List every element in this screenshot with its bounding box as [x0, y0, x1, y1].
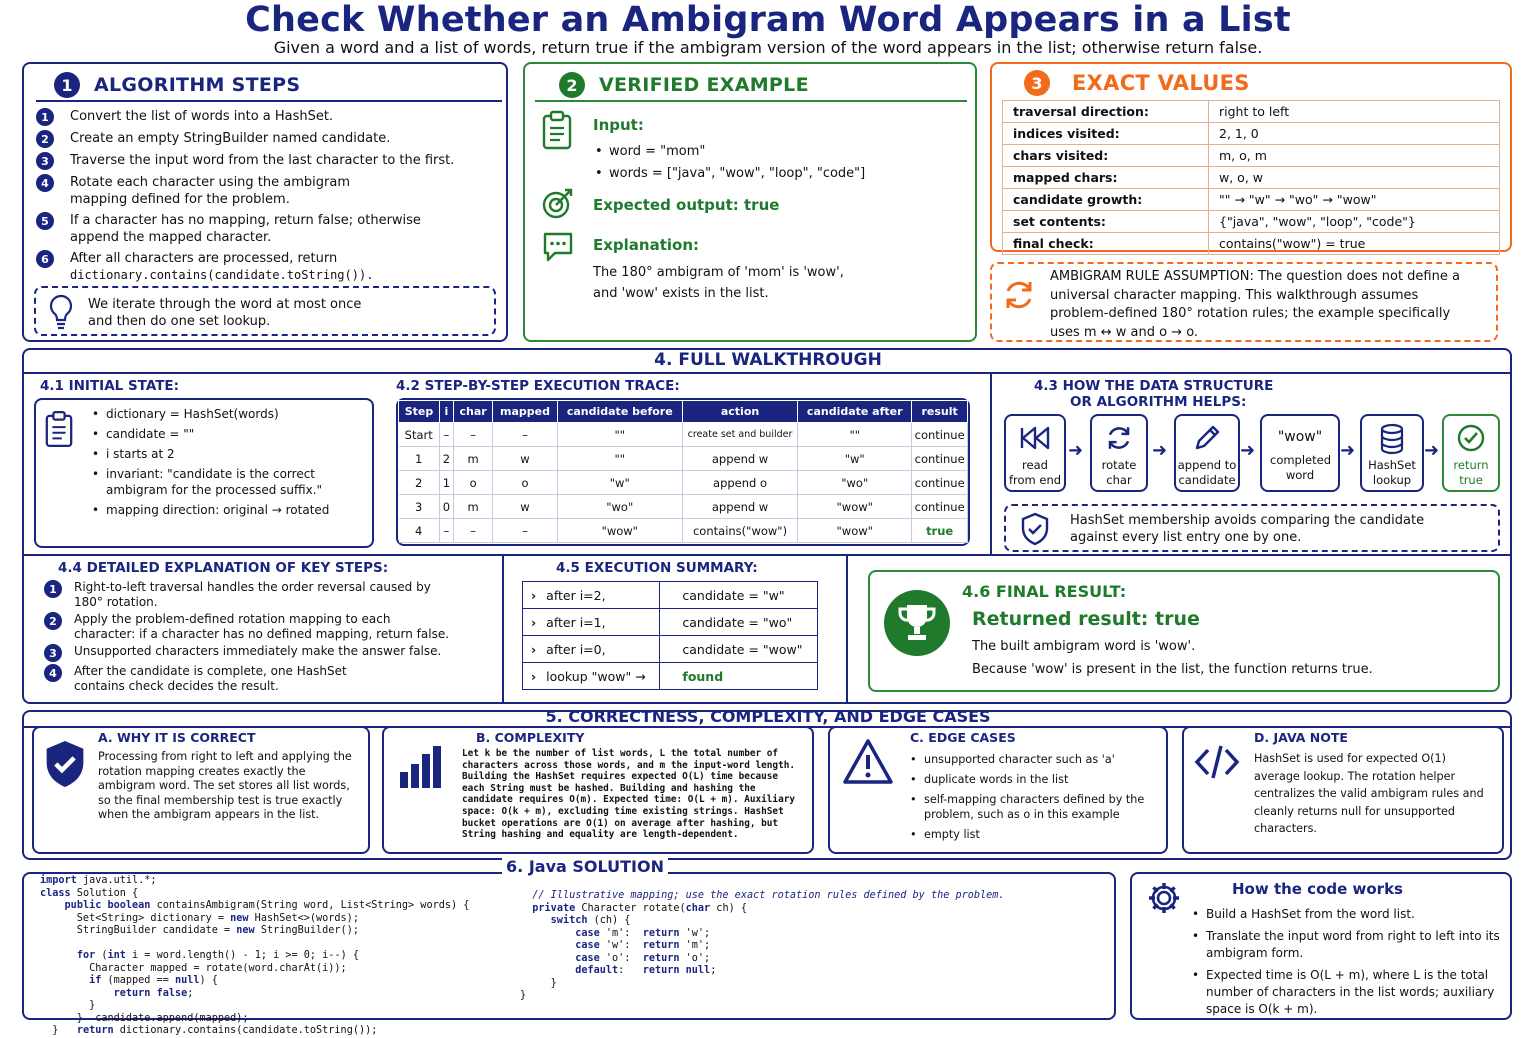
trace-cell: –: [453, 423, 492, 447]
summary-step: › lookup "wow" →: [523, 663, 660, 690]
verified-example-panel: [523, 62, 977, 342]
trace-cell: true: [912, 519, 968, 543]
tip-box: [34, 286, 496, 336]
input-word: • word = "mom": [593, 141, 865, 163]
exact-values-panel: [990, 62, 1512, 252]
trophy-icon: [884, 590, 950, 656]
flow-step-return: return true: [1442, 414, 1500, 492]
trace-table-box: [396, 398, 970, 546]
card-text: Processing from right to left and applying the rotation mapping creates exactly the ambigram word. The set stores all list words, so the final membership test is true exactly when the ambigram appears in the list.: [98, 750, 352, 821]
trace-cell: –: [493, 519, 557, 543]
returned-result: Returned result: true: [972, 608, 1200, 630]
detail-title: 4.4 DETAILED EXPLANATION OF KEY STEPS:: [58, 560, 389, 576]
trace-cell: "wow": [798, 495, 912, 519]
shield-check-icon: [42, 738, 88, 790]
trace-cell: "wo": [798, 471, 912, 495]
gear-icon: [1146, 880, 1182, 916]
final-result-title: 4.6 FINAL RESULT:: [962, 582, 1127, 601]
hashset-note: HashSet membership avoids comparing the candidate against every list entry one by one.: [1070, 513, 1425, 545]
trace-cell: –: [493, 423, 557, 447]
page-title: Check Whether an Ambigram Word Appears in a List: [245, 0, 1291, 40]
hashset-note-box: [1004, 504, 1500, 552]
trace-cell: "": [557, 423, 682, 447]
step-list: [36, 108, 496, 284]
tip-text: We iterate through the word at most once and then do one set lookup.: [88, 297, 362, 329]
summary-row: [523, 582, 818, 609]
bar-chart-icon: [396, 742, 446, 792]
clipboard-icon: [44, 410, 74, 448]
flow-step-completed: "wow" completed word: [1260, 414, 1340, 492]
shield-check-icon: [1020, 512, 1050, 546]
value-key: final check:: [1003, 233, 1209, 255]
trace-cell: create set and builder: [682, 423, 797, 447]
flow-arrow: ➜: [1240, 440, 1256, 461]
trace-header: result: [912, 401, 968, 423]
trace-header: Step: [399, 401, 440, 423]
value-key: candidate growth:: [1003, 189, 1209, 211]
warning-icon: [842, 738, 894, 786]
input-words: • words = ["java", "wow", "loop", "code"]: [593, 163, 865, 185]
exact-values-table: [1002, 100, 1500, 255]
trace-cell: o: [493, 471, 557, 495]
how-code-works-list: • Build a HashSet from the word list. • Translate the input word from right to left into its ambigram form. • Expected time is O(L + m), where L is the total number of characters in the list words; auxiliary space is O(k + m).: [1190, 906, 1500, 1018]
trace-cell: append w: [682, 447, 797, 471]
trace-cell: contains("wow"): [682, 519, 797, 543]
summary-step: › after i=0,: [523, 636, 660, 663]
trace-cell: append w: [682, 495, 797, 519]
exact-values-row: [1003, 145, 1500, 167]
value-val: w, o, w: [1209, 167, 1500, 189]
trace-cell: append o: [682, 471, 797, 495]
value-val: right to left: [1209, 101, 1500, 123]
chat-bubble-icon: [541, 230, 575, 264]
value-key: indices visited:: [1003, 123, 1209, 145]
ambigram-rule-box: [990, 262, 1498, 342]
initial-state-list: • dictionary = HashSet(words) • candidate = "" • i starts at 2 • invariant: "candidate is the correct ambigram for the processed suffix." • mapping direction: original → rotated: [90, 406, 360, 518]
edge-cases-card: [828, 726, 1168, 854]
complexity-card: [382, 726, 814, 854]
trace-cell: –: [439, 519, 453, 543]
trace-cell: "wow": [798, 519, 912, 543]
value-key: chars visited:: [1003, 145, 1209, 167]
flow-arrow: ➜: [1340, 440, 1356, 461]
exact-values-row: [1003, 233, 1500, 255]
final-line-1: The built ambigram word is 'wow'.: [972, 639, 1196, 654]
initial-state-title: 4.1 INITIAL STATE:: [40, 378, 180, 394]
summary-step: › after i=1,: [523, 609, 660, 636]
rule-text: AMBIGRAM RULE ASSUMPTION: The question does not define a universal character mapping. This walkthrough assumes problem-defined 180° rotation rules; the example specifically uses m ↔ w and o → o.: [1050, 269, 1460, 340]
explanation-text: The 180° ambigram of 'mom' is 'wow', and 'wow' exists in the list.: [593, 265, 844, 301]
exact-values-row: [1003, 211, 1500, 233]
java-code-main: import java.util.*; class Solution { public boolean containsAmbigram(String word, List<String> words) { Set<String> dictionary = new HashSet<>(words); StringBuilder candidate = new StringBuilder(); for (int i = word.length() - 1; i >= 0; i--) { Character mapped = rotate(word.charAt(i)); if (mapped == null) { return false; } } candidate.append(mapped); } return dictionary.contains(candidate.toString());: [40, 875, 470, 1036]
summary-value: candidate = "wow": [660, 636, 818, 663]
trace-cell: "w": [557, 471, 682, 495]
rotate-icon: [1105, 424, 1133, 452]
trace-cell: w: [493, 447, 557, 471]
card-title: A. WHY IT IS CORRECT: [98, 730, 256, 745]
flow-step-read: read from end: [1004, 414, 1066, 492]
exact-values-row: [1003, 123, 1500, 145]
card-text: HashSet is used for expected O(1) average lookup. The rotation helper centralizes the valid ambigram rules and cleanly returns null for unsupported characters.: [1254, 752, 1484, 835]
lightbulb-icon: [48, 294, 74, 330]
trace-cell: continue: [912, 471, 968, 495]
initial-state-box: [34, 398, 374, 548]
step-item: 5 If a character has no mapping, return false; otherwise append the mapped character.: [36, 212, 496, 246]
flow-arrow: ➜: [1152, 440, 1168, 461]
why-correct-card: [32, 726, 370, 854]
trace-cell: continue: [912, 423, 968, 447]
flow-arrow: ➜: [1068, 440, 1084, 461]
detail-list: 1 Right-to-left traversal handles the order reversal caused by 180° rotation. 2 Apply the problem-defined rotation mapping to each character: if a character has no defined mapping, return false. 3 Unsupported characters immediately make the answer false. 4 After the candidate is complete, one HashSet contains check decides the result.: [44, 580, 494, 694]
trace-cell: m: [453, 447, 492, 471]
edge-case-list: • unsupported character such as 'a' • duplicate words in the list • self-mapping characters defined by the problem, such as o in this example • empty list: [908, 752, 1158, 842]
how-code-works-title: How the code works: [1232, 880, 1403, 898]
section-title: 4. FULL WALKTHROUGH: [654, 350, 882, 370]
trace-cell: "w": [798, 447, 912, 471]
step-item: 4 Rotate each character using the ambigram mapping defined for the problem.: [36, 174, 496, 208]
trace-cell: "wow": [557, 519, 682, 543]
trace-cell: 4: [399, 519, 440, 543]
trace-header: i: [439, 401, 453, 423]
algorithm-steps-panel: [22, 62, 508, 342]
flow-step-append: append to candidate: [1174, 414, 1240, 492]
summary-step: › after i=2,: [523, 582, 660, 609]
card-title: D. JAVA NOTE: [1254, 730, 1348, 745]
flow-arrow: ➜: [1424, 440, 1440, 461]
section-title: EXACT VALUES: [1072, 71, 1250, 95]
summary-row: [523, 663, 818, 690]
trace-cell: "": [798, 423, 912, 447]
input-label: Input:: [593, 116, 644, 134]
summary-value: candidate = "wo": [660, 609, 818, 636]
section-title: VERIFIED EXAMPLE: [599, 74, 809, 96]
trace-header: candidate before: [557, 401, 682, 423]
target-icon: [541, 186, 575, 220]
trace-cell: continue: [912, 495, 968, 519]
value-val: 2, 1, 0: [1209, 123, 1500, 145]
trace-header: char: [453, 401, 492, 423]
trace-cell: –: [439, 423, 453, 447]
flow-step-lookup: HashSet lookup: [1360, 414, 1424, 492]
table-row: [399, 471, 968, 495]
pencil-icon: [1193, 424, 1221, 452]
trace-cell: "": [557, 447, 682, 471]
page-subtitle: Given a word and a list of words, return true if the ambigram version of the word appears in the list; otherwise return false.: [273, 38, 1263, 57]
final-line-2: Because 'wow' is present in the list, the function returns true.: [972, 662, 1373, 677]
check-circle-icon: [1457, 424, 1485, 452]
summary-value: candidate = "w": [660, 582, 818, 609]
step-item: 6 After all characters are processed, return dictionary.contains(candidate.toString()).: [36, 250, 496, 284]
summary-row: [523, 609, 818, 636]
execution-summary-table: [522, 581, 818, 690]
trace-header: candidate after: [798, 401, 912, 423]
rewind-icon: [1020, 424, 1050, 452]
trace-header: mapped: [493, 401, 557, 423]
how-code-works-box: [1130, 872, 1512, 1020]
exact-values-row: [1003, 101, 1500, 123]
summary-row: [523, 636, 818, 663]
card-text: Let k be the number of list words, L the total number of characters across those words, and m the input-word length. Building the HashSet requires expected O(L) time because each String must be hashed. Building and hashing the candidate requires O(m). Expected time: O(L + m). Auxiliary space: O(k + m), excluding time existing strings. HashSet bucket operations are O(1) on average after hashing, but String hashing and equality are length-dependent.: [462, 748, 796, 841]
step-item: 3 Traverse the input word from the last character to the first.: [36, 152, 496, 170]
trace-cell: continue: [912, 447, 968, 471]
trace-cell: 1: [439, 471, 453, 495]
flow-step-rotate: rotate char: [1090, 414, 1148, 492]
execution-trace-table: [398, 400, 968, 543]
code-icon: [1194, 742, 1240, 782]
trace-cell: 1: [399, 447, 440, 471]
clipboard-icon: [541, 110, 573, 150]
expected-output: Expected output: true: [593, 196, 780, 214]
section-number-1: 1: [54, 72, 80, 98]
database-icon: [1379, 424, 1405, 454]
trace-cell: 2: [399, 471, 440, 495]
exact-values-row: [1003, 189, 1500, 211]
value-val: contains("wow") = true: [1209, 233, 1500, 255]
step-item: 2 Create an empty StringBuilder named candidate.: [36, 130, 496, 148]
value-key: traversal direction:: [1003, 101, 1209, 123]
value-key: mapped chars:: [1003, 167, 1209, 189]
value-val: m, o, m: [1209, 145, 1500, 167]
trace-cell: –: [453, 519, 492, 543]
trace-header: action: [682, 401, 797, 423]
step-item: 1 Convert the list of words into a HashSet.: [36, 108, 496, 126]
summary-title: 4.5 EXECUTION SUMMARY:: [556, 560, 758, 576]
table-row: [399, 519, 968, 543]
value-key: set contents:: [1003, 211, 1209, 233]
section-title: ALGORITHM STEPS: [94, 74, 301, 96]
table-row: [399, 447, 968, 471]
value-val: {"java", "wow", "loop", "code"}: [1209, 211, 1500, 233]
java-note-card: [1182, 726, 1504, 854]
trace-cell: 0: [439, 495, 453, 519]
section-title: 5. CORRECTNESS, COMPLEXITY, AND EDGE CASES: [545, 707, 991, 726]
trace-cell: Start: [399, 423, 440, 447]
summary-value: found: [660, 663, 818, 690]
trace-cell: w: [493, 495, 557, 519]
section-number-2: 2: [559, 72, 585, 98]
refresh-icon: [1002, 278, 1036, 312]
java-code-rotate: // Illustrative mapping; use the exact rotation rules defined by the problem. private Character rotate(char ch) { switch (ch) { case 'm': return 'w'; case 'w': return 'm'; case 'o': return 'o'; default: return null; } }: [520, 890, 1005, 1001]
trace-cell: 3: [399, 495, 440, 519]
input-list: [593, 141, 865, 185]
table-row: [399, 495, 968, 519]
trace-cell: o: [453, 471, 492, 495]
trace-title: 4.2 STEP-BY-STEP EXECUTION TRACE:: [396, 378, 680, 394]
card-title: C. EDGE CASES: [910, 730, 1016, 745]
exact-values-row: [1003, 167, 1500, 189]
section-title: 6. Java SOLUTION: [0, 857, 1170, 876]
trace-cell: m: [453, 495, 492, 519]
value-val: "" → "w" → "wo" → "wow": [1209, 189, 1500, 211]
trace-cell: "wo": [557, 495, 682, 519]
final-result-box: [868, 570, 1500, 692]
explanation-label: Explanation:: [593, 236, 700, 254]
helps-title: 4.3 HOW THE DATA STRUCTURE OR ALGORITHM HELPS:: [1034, 378, 1274, 410]
table-row: [399, 423, 968, 447]
trace-cell: 2: [439, 447, 453, 471]
card-title: B. COMPLEXITY: [476, 730, 585, 745]
section-number-3: 3: [1024, 70, 1050, 96]
